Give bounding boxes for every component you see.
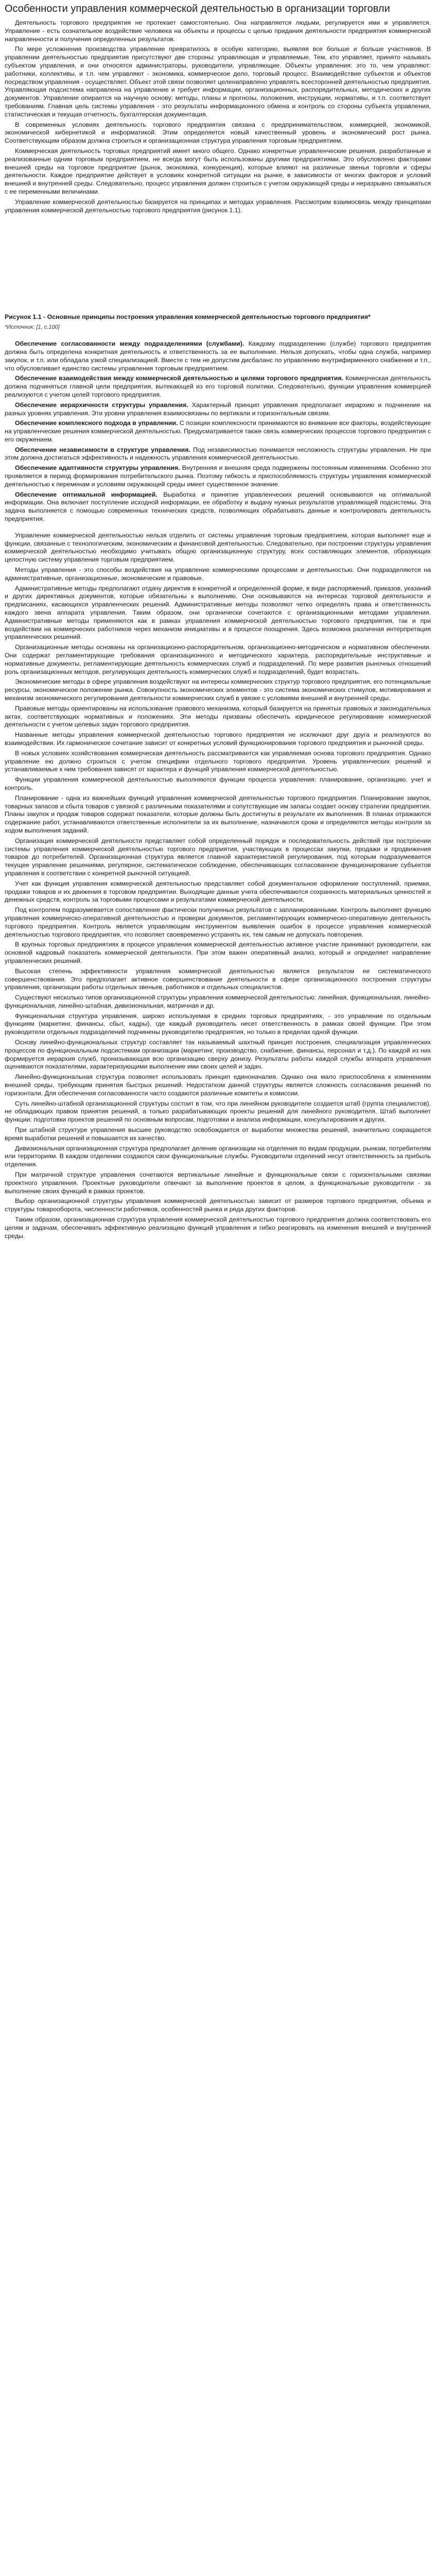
paragraph: При штабной структуре управления высшее руководство освобождается от выработки множества решений, значительно сокращается время выработки решений и повышается их качество. [5,1126,431,1142]
paragraph: Суть линейно-штабной организационной структуры состоит в том, что при линейном руководителе создается штаб (группа специалистов), не обладающих правом принятия решений, а только разрабатывающих проекты решений для линейного руководителя. Штаб выполняет функции: подготовки проектов решений по основным вопросам, подготовки и анализа информации, консультирования и других. [5,1099,431,1124]
principle-term: Обеспечение взаимодействия между коммерческой деятельностью и целями торгового предприятия. [15,375,344,382]
paragraph: Дивизиональная организационная структура предполагает деление организации на отделения по видам продукции, рынкам, потребителям или территориям. В каждом отделении создаются свои функциональные службы. Руководители отделений несут ответственность за прибыль отделения. [5,1144,431,1168]
paragraph: Функциональная структура управления, широко используемая в средних торговых предприятиях, - это управление по отдельным функциям (маркетинг, финансы, сбыт, кадры), где каждый руководитель несет ответственность в рамках своей функции. При этом руководители отдельных подразделений подчинены руководителю предприятия, но только в пределах одной функции. [5,1012,431,1036]
principle-term: Обеспечение комплексного подхода в управлении. [15,419,178,427]
principle-text: Выработка и принятие управленческих решений основываются на оптимальной информации. Она включает поступление исходной информации, ее обработку и выдачу нужных результатов управляющей подсистемы. Эта задача выполняется с помощью современных технических средств, позволяющих обрабатывать данные и контролировать деятельность предприятия. [5,490,431,523]
paragraph: Названные методы управления коммерческой деятельностью торгового предприятия не исключают друг друга и реализуются во взаимодействии. Их гармоническое сочетание зависит от конкретных условий функционирования торгового предприятия и рыночной среды. [5,731,431,747]
principle-paragraph [5,419,431,444]
paragraph: Административные методы предполагают отдачу директив в конкретной и определенной форме, в виде распоряжений, приказов, указаний и других директивных документов, которые обязательны к выполнению. Они основываются на интересах торговой деятельности и предписаниях, касающихся управленческих решений. Административные методы позволяют четко определять права и ответственность каждого звена аппарата управления. Таким образом, они органически сочетаются с организационными методами управления. Административные методы применяются как в рамках управления коммерческой деятельностью торгового предприятия, так и при воздействии на коммерческих работников через механизм инициативы и в процессе поощрения. Здесь возможна различная интерпретация управленческих решений. [5,584,431,641]
paragraph: Коммерческая деятельность торговых предприятий имеет много общего. Однако конкретные управленческие решения, разработанные и реализованные одним торговым предприятием, не всегда могут быть использованы другими предприятиями. Это обусловлено факторами внешней среды на торговое предприятие (рынок, экономика, конкуренция), которые влияют на различные звенья торговли и сферы деятельности. Каждое предприятие действует в условиях конкретной ситуации на рынке, в зависимости от многих факторов и условий внешней и внутренней среды. Следовательно, процесс управления должен строиться с учетом окружающей среды и неразрывно связываться с ее переменными величинами. [5,147,431,195]
paragraph: Под контролем подразумевается сопоставление фактически полученных результатов с запланированными. Контроль выполняет функцию управления коммерческо-оперативной деятельностью и проверки документов, регламентирующих коммерческо-оперативную деятельность торгового предприятия. Контроль является управляющим инструментом выявления ошибок в процессе управления коммерческой деятельностью торгового предприятия, что позволяет своевременно устранять их, тем самым не допускать повторения. [5,906,431,938]
principle-term: Обеспечение адаптивности структуры управления. [15,464,180,472]
paragraph: Деятельность торгового предприятия не протекает самостоятельно. Она направляется людьми, регулируется ими и управляется. Управление - есть сознательное воздействие человека на объекты и процессы с целью придания деятельности предприятия коммерческой направленности и получения определенных результатов. [5,19,431,43]
paragraph: Экономические методы в сфере управления воздействуют на интересы коммерческих структур торгового предприятия, его потенциальные ресурсы, экономическое положение рынка. Совокупность экономических элементов - это система экономических стимулов, мотивирования и механизм экономического регулирования деятельности коммерческих служб в увязке с условиями внешней и внутренней среды. [5,678,431,702]
principle-paragraph [5,340,431,372]
paragraph: Высокая степень эффективности управления коммерческой деятельностью является результатом ее систематического совершенствования. Это предполагает активное совершенствование деятельности в сфере организационного построения структуры управления, организации работы отдельных звеньев, работников и отдельных специалистов. [5,967,431,991]
principle-text: Под независимостью понимается несложность структуры управления. Не при этом должна достигаться эффективность и надежность управления коммерческой деятельностью. [5,446,431,462]
paragraph: При матричной структуре управления сочетаются вертикальные линейные и функциональные связи с горизонтальными связями проектного управления. Проектные руководители отвечают за выполнение проектов в целом, а функциональные руководители - за выполнение своих функций в рамках проектов. [5,1171,431,1195]
figure-caption: Рисунок 1.1 - Основные принципы построения управления коммерческой деятельностью торгового предприятия* [5,313,371,321]
paragraph: Правовые методы ориентированы на использование правового механизма, который базируется на принятых правовых и законодательных актах, соответствующих нормативных и положениях. Эти методы призваны обеспечить юридическое регулирование коммерческой деятельности с учетом целевых задач торгового предприятия. [5,704,431,728]
paragraph: Таким образом, организационная структура управления коммерческой деятельностью торгового предприятия должна соответствовать его целям и задачам, обеспечивать эффективную реализацию функций управления и гибко реагировать на изменения внешней и внутренней среды. [5,1216,431,1240]
paragraph: Планирование - одна из важнейших функций управления коммерческой деятельностью торгового предприятия. Планирование закупок, товарных запасов и сбыта товаров с увязкой с различными показателями и сопутствующие им запасы создает основу стратегии предприятия. Планы закупок и продаж товаров содержат показатели, которые должны быть достигнуты в результате их выполнения. В планах отражаются содержание работ, устанавливаются ответственные исполнители за их выполнение, назначаются сроки и определяются методы контроля за ходом выполнения заданий. [5,794,431,834]
principles-section [5,340,431,523]
principle-paragraph [5,464,431,488]
principle-paragraph [5,401,431,418]
paragraph: Выбор организационной структуры управления коммерческой деятельностью зависит от размеров торгового предприятия, объема и структуры товарооборота, численности работников, особенностей рынка и ряда других факторов. [5,1197,431,1213]
principle-paragraph [5,446,431,463]
paragraph: По мере усложнения производства управление превратилось в особую категорию, выявляя все больше и больше участников. В управлении деятельностью предприятия присутствуют две стороны: управляющая и управляемые. Тем, кто управляет, принято называть субъектом управления, и они относятся администраторы, руководители, управляющие. Объекты управления: это то, чем управляют: работники, коллективы, и т.п. чем управляют - экономика, коммерческое дело, торговый процесс. Взаимодействие субъектов и объектов посредством управления - осуществляет. Объект этой связи позволяет целенаправлено управлять всесторонней деятельностью предприятия. Управляющая подсистема направлена на управление и требует информации, организационных, распорядительных, методических и других документов. Управление опирается на научную основу: методы, планы и прогнозы, положения, инструкции, нормативы, и т.п. соответствует требованиям. Главная цель системы управления - это результаты информационного обмена и контроль со стороны субъекта управления, статистическая и текущая отчетность, бухгалтерская документация. [5,45,431,118]
principle-paragraph [5,375,431,399]
paragraph: Методы управления - это способы воздействия на управление коммерческими процессами и деятельностью. Они подразделяются на административные, организационные, экономические и правовые. [5,566,431,582]
paragraph: Управление коммерческой деятельностью базируется на принципах и методах управления. Рассмотрим взаимосвязь между принципами управления коммерческой деятельностью торгового предприятия (рисунок 1.1). [5,198,431,214]
principle-text: Коммерческая деятельность должна подчиняться главной цели предприятия, вытекающей из его торговой политики. Следовательно, функции управления коммерцией реализуются с учетом целей торгового предприятия. [5,375,431,398]
page-title: Особенности управления коммерческой деятельностью в организации торговли [5,3,390,14]
principle-text: Внутренняя и внешняя среда подвержены постоянным изменениям. Особенно это проявляется в период формирования потребительского рынка. Поэтому гибкость и приспособляемость структуры управления коммерческой деятельностью к переменам и условиям окружающей среды имеет существенное значение. [5,464,431,488]
paragraph: Управление коммерческой деятельностью нельзя отделить от системы управления торговым предприятием, которая выполняет еще и функции, связанные с технологическим, экономическим и финансовой деятельностью. Следовательно, при построении структуры управления коммерческой деятельностью необходимо учитывать общую организационную структуру, всех составляющих элементов, образующих целостную систему управления торговым предприятием. [5,531,431,564]
paragraph: Организация коммерческой деятельности представляет собой определенный порядок и последовательность действий при построении системы управления коммерческой деятельностью торгового предприятия, участвующих в процессах закупки, продажи и продвижения товаров до потребителей. Организационная структура является главной характеристикой регулирования, под которым подразумевается текущее управление решениями, регулярное, систематическое соблюдение, обеспечивающих согласованное функционирование субъектов управления в соответствии с конкретной рыночной ситуацией. [5,837,431,877]
figure-placeholder [5,216,431,313]
paragraph: Функции управления коммерческой деятельностью выполняются функции процесса управления: планирование, организацию, учет и контроль. [5,776,431,791]
paragraph: В современных условиях деятельность торгового предприятия связана с предпринимательством, коммерцией, экономикой, экономической кибернетикой и информатикой. Этим определяется новый качественный уровень и экономический рост рынка. Соответствующим образом должна строиться и организационная структура управления торговым предприятием. [5,121,431,145]
principle-text: Каждому подразделению (службе) торгового предприятия должна быть определена конкретная деятельность и ответственность за ее выполнение. Нельзя допускать, чтобы одна служба, например закупок, и т.п. или обладала узкой специализацией. Вместе с тем не допустим дисбаланс по управлению внутрифирменного снабжения и т.п., что обусловливает единство системы управления торговым предприятием. [5,340,431,372]
principle-text: Характерный принцип управления предполагает иерархию и подчинение на разных уровнях управления. Эти уровни управления взаимосвязаны по вертикали и горизонтальным связям. [5,401,431,417]
paragraph: Организационные методы основаны на организационно-распорядительном, организационно-методическом и нормативном обеспечении. Они содержат регламентирующие требования организационного и методического характера, распорядительные инструктивные и нормативные документы, регламентирующие деятельность коммерческих служб и подразделений. По мере развития рыночных отношений роль организационных методов, регулирующих деятельность коммерческих служб и подразделений, будет возрастать. [5,643,431,675]
article [0,0,436,1247]
principle-term: Обеспечение независимости в структуре управления. [15,446,190,453]
paragraph: Линейно-функциональная структура позволяет использовать принцип единоначалия. Однако она мало приспособлена к изменениям внешней среды, требующим принятия быстрых решений. Недостатком данной структуры является сложность согласования решений по горизонтали. Для обеспечения согласованности часто создаются различные комитеты и комиссии. [5,1073,431,1097]
paragraph: Существуют несколько типов организационной структуры управления коммерческой деятельностью: линейная, функциональная, линейно-функциональная, линейно-штабная, дивизиональная, матричная и др. [5,994,431,1009]
paragraph: В крупных торговых предприятиях в процессе управления коммерческой деятельностью активное участие принимают руководители, как основной кадровый показатель коммерческой деятельности. При этом важен оперативный анализ, который и определяет направление управленческих решений. [5,941,431,964]
paragraph: Учет как функция управления коммерческой деятельностью представляет собой документальное оформление поступлений, приемки, продажи товаров и их движения в торговом предприятии. Выходящие данные учета обеспечиваются сохранность материальных ценностей и денежных средств, контроль за торговыми процессами и результатами коммерческой деятельности. [5,879,431,904]
paragraph: Основу линейно-функциональных структур составляет так называемый шахтный принцип построения, специализация управленческих процессов по функциональным подсистемам организации (маркетинг, производство, снабжение, финансы, персонал и т.д.). По каждой из них формируется иерархия служб, пронизывающая всю организацию сверху донизу. Результаты работы каждой службы аппарата управления оцениваются показателями, характеризующими выполнение ими своих целей и задач. [5,1039,431,1071]
principle-term: Обеспечение согласованности между подразделениями (службами). [15,340,245,348]
intro-section [5,19,431,214]
principle-term: Обеспечение иерархичности структуры управления. [15,401,188,409]
principle-text: С позиции комплексности принимаются во внимание все факторы, воздействующие на управленческие решения коммерческой деятельностью. Предусматривается также связь коммерческих процессов торгового предприятия с его окружением. [5,419,431,443]
paragraph: В новых условиях хозяйствования коммерческая деятельность рассматривается как управляемая основа торгового предприятия. Однако управление ею должно строиться с учетом специфики отдельного торгового предприятия. Уровень управленческих решений и устанавливаемые к ним требования зависят от характера и функций управления коммерческой деятельностью. [5,749,431,773]
principle-term: Обеспечение оптимальной информацией. [15,490,158,498]
figure-source: *Источник: [1, с.100] [5,324,60,331]
principle-paragraph [5,491,431,523]
body-section [5,532,431,1241]
